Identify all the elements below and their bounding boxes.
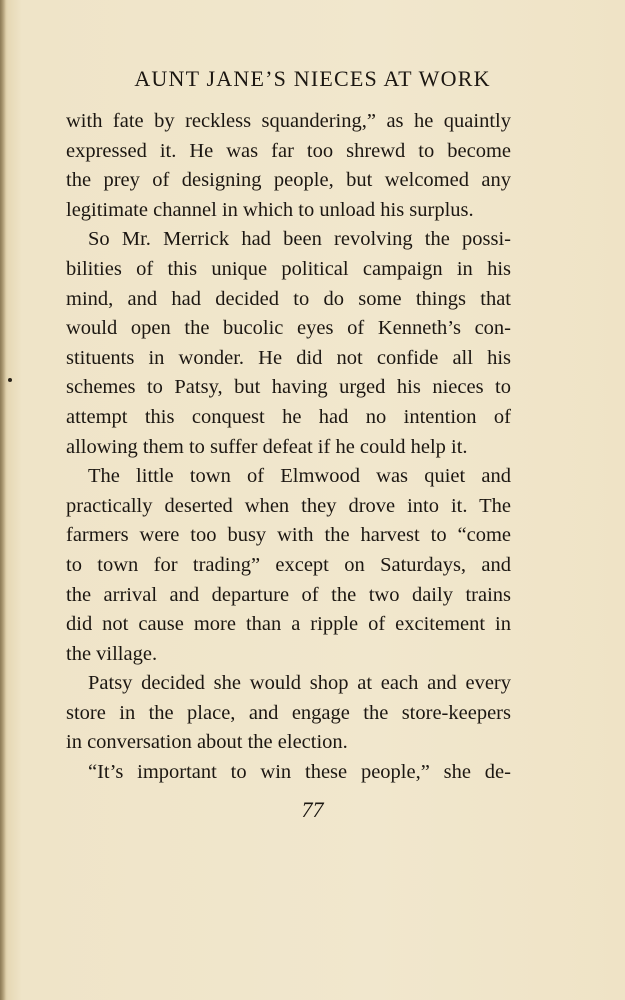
text-line: legitimate channel in which to unload his surplus. (66, 198, 474, 221)
text-line: practically deserted when they drove into it. The (66, 494, 511, 517)
text-line: in conversation about the election. (66, 731, 348, 754)
text-line: So Mr. Merrick had been revolving the possi- (88, 228, 511, 251)
text-line: expressed it. He was far too shrewd to become (66, 139, 511, 162)
text-line: bilities of this unique political campaign in his (66, 257, 511, 280)
text-line: stituents in wonder. He did not confide all his (66, 346, 511, 369)
text-line: The little town of Elmwood was quiet and (88, 465, 511, 488)
running-head: AUNT JANE’S NIECES AT WORK (134, 66, 491, 91)
spine-shadow (0, 0, 6, 1000)
text-line: attempt this conquest he had no intention of (66, 405, 511, 428)
text-line: allowing them to suffer defeat if he could help it. (66, 435, 468, 458)
text-line: “It’s important to win these people,” she de- (88, 761, 511, 784)
text-line: would open the bucolic eyes of Kenneth’s con- (66, 317, 511, 340)
page-number: 77 (301, 797, 324, 822)
text-line: schemes to Patsy, but having urged his nieces to (66, 376, 511, 399)
text-line: the arrival and departure of the two daily trains (66, 583, 511, 606)
text-line: store in the place, and engage the store-keepers (66, 701, 511, 724)
text-line: mind, and had decided to do some things that (66, 287, 511, 310)
body-text (66, 107, 511, 788)
text-line: farmers were too busy with the harvest to “come (66, 524, 511, 547)
ink-speck (8, 378, 12, 382)
text-line: did not cause more than a ripple of excitement in (66, 613, 511, 636)
text-line: Patsy decided she would shop at each and every (88, 672, 511, 695)
text-line: with fate by reckless squandering,” as he quaintly (66, 110, 511, 132)
text-line: the prey of designing people, but welcomed any (66, 169, 511, 192)
text-line: to town for trading” except on Saturdays, and (66, 553, 511, 576)
text-line: the village. (66, 642, 158, 665)
